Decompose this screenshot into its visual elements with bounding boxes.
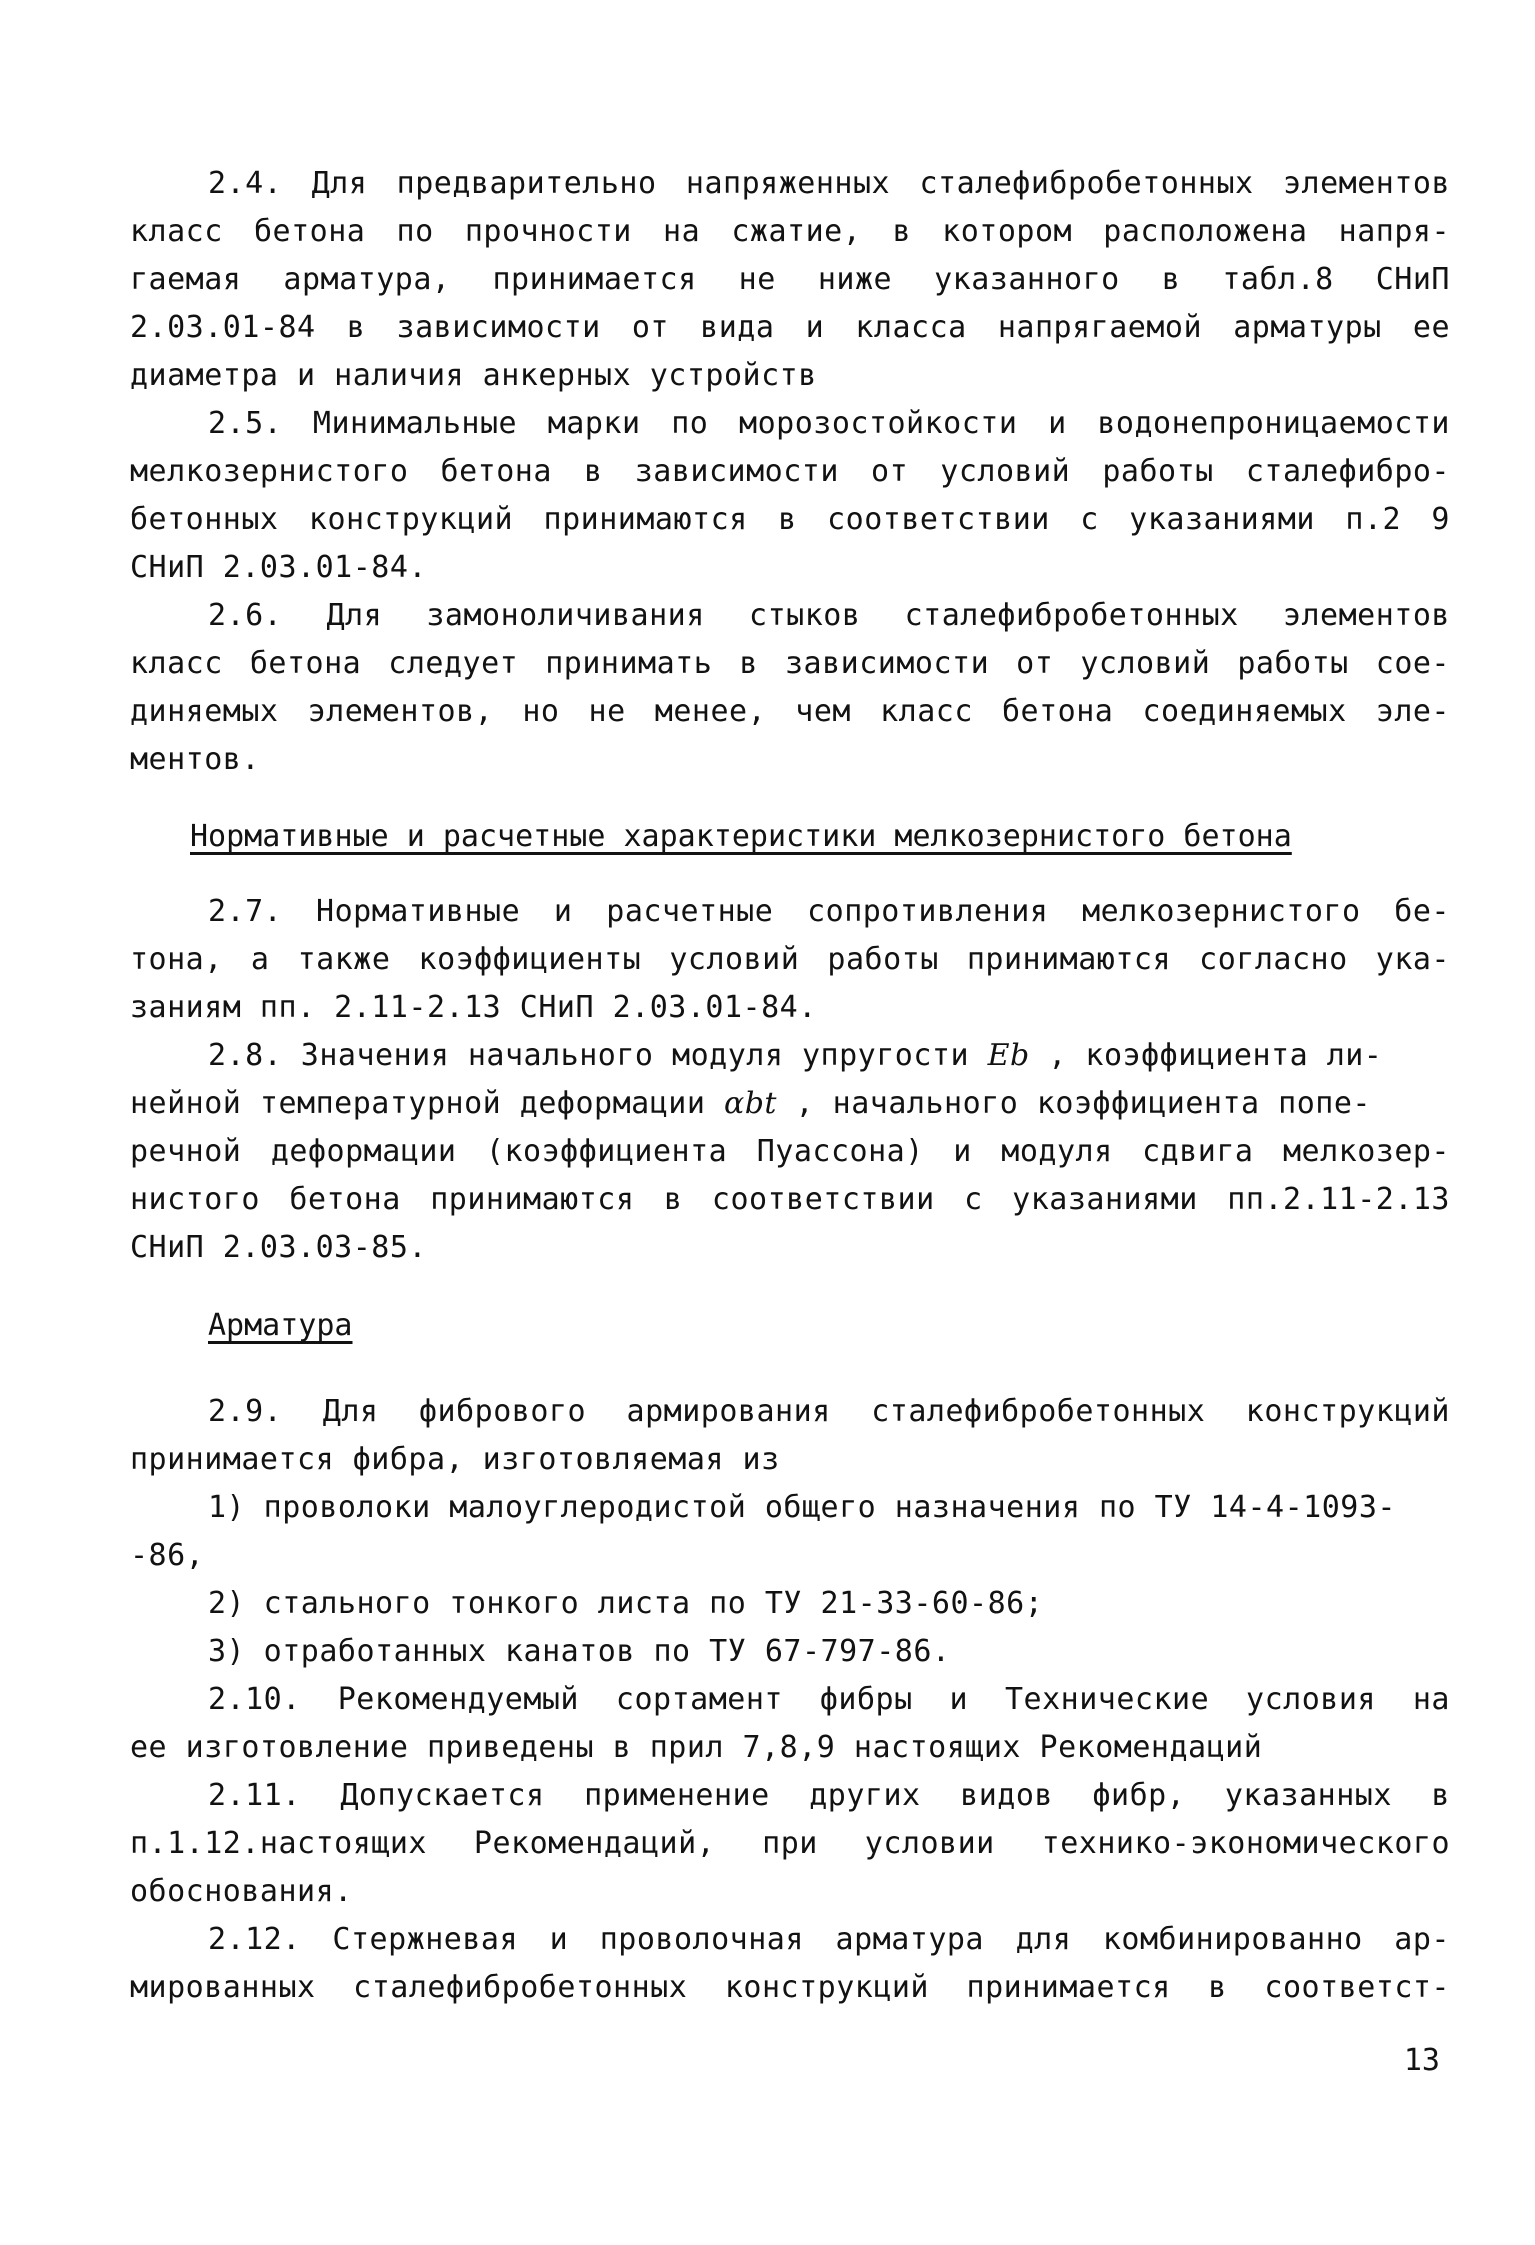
text-line: речной деформации (коэффициента Пуассона) и модуля сдвига мелкозер- <box>130 1134 1450 1169</box>
text-fragment: 2.8. Значения начального модуля упругости <box>208 1038 988 1073</box>
section-heading: Нормативные и расчетные характеристики мелкозернистого бетона <box>190 819 1292 854</box>
text-line: принимается фибра, изготовляемая из <box>130 1442 780 1477</box>
text-line <box>130 1085 1450 1123</box>
formula-symbol: Eb <box>987 1038 1030 1073</box>
text-line: обоснования. <box>130 1874 353 1909</box>
text-line: диняемых элементов, но не менее, чем класс бетона соединяемых эле- <box>130 694 1450 729</box>
text-line: 2) стального тонкого листа по ТУ 21-33-60-86; <box>208 1586 1044 1621</box>
text-line: диаметра и наличия анкерных устройств <box>130 358 817 393</box>
text-line: тона, а также коэффициенты условий работы принимаются согласно ука- <box>130 942 1450 977</box>
text-fragment: нейной температурной деформации <box>130 1086 724 1121</box>
page-number: 13 <box>1403 2043 1440 2078</box>
text-line: мелкозернистого бетона в зависимости от условий работы сталефибро- <box>130 454 1450 489</box>
text-line: класс бетона следует принимать в зависимости от условий работы сое- <box>130 646 1450 681</box>
text-line: ментов. <box>130 742 260 777</box>
text-fragment: , коэффициента ли- <box>1029 1038 1383 1073</box>
text-line: 3) отработанных канатов по ТУ 67-797-86. <box>208 1634 951 1669</box>
text-line: 2.11. Допускается применение других видов фибр, указанных в <box>208 1778 1450 1813</box>
text-line: заниям пп. 2.11-2.13 СНиП 2.03.01-84. <box>130 990 817 1025</box>
text-line: 2.7. Нормативные и расчетные сопротивления мелкозернистого бе- <box>208 894 1450 929</box>
text-fragment: , начального коэффициента попе- <box>777 1086 1371 1121</box>
text-line: -86, <box>130 1538 205 1573</box>
section-heading: Арматура <box>208 1308 353 1343</box>
text-line: бетонных конструкций принимаются в соответствии с указаниями п.2 9 <box>130 502 1450 537</box>
text-line: 2.03.01-84 в зависимости от вида и класса напрягаемой арматуры ее <box>130 310 1450 345</box>
formula-symbol: αbt <box>723 1086 777 1121</box>
text-line: 2.4. Для предварительно напряженных сталефибробетонных элементов <box>208 166 1450 201</box>
text-line: ее изготовление приведены в прил 7,8,9 настоящих Рекомендаций <box>130 1730 1263 1765</box>
text-line: 1) проволоки малоуглеродистой общего назначения по ТУ 14-4-1093- <box>208 1490 1396 1525</box>
text-line: 2.10. Рекомендуемый сортамент фибры и Технические условия на <box>208 1682 1450 1717</box>
text-line: СНиП 2.03.01-84. <box>130 550 427 585</box>
text-line: 2.9. Для фибрового армирования сталефибробетонных конструкций <box>208 1394 1450 1429</box>
text-line: гаемая арматура, принимается не ниже указанного в табл.8 СНиП <box>130 262 1450 297</box>
text-line <box>208 1037 1528 1075</box>
text-line: СНиП 2.03.03-85. <box>130 1230 427 1265</box>
text-line: класс бетона по прочности на сжатие, в котором расположена напря- <box>130 214 1450 249</box>
text-line: п.1.12.настоящих Рекомендаций, при условии технико-экономического <box>130 1826 1450 1861</box>
text-line: нистого бетона принимаются в соответствии с указаниями пп.2.11-2.13 <box>130 1182 1450 1217</box>
text-line: мированных сталефибробетонных конструкций принимается в соответст- <box>130 1970 1450 2005</box>
text-line: 2.12. Стержневая и проволочная арматура для комбинированно ар- <box>208 1922 1450 1957</box>
text-line: 2.5. Минимальные марки по морозостойкости и водонепроницаемости <box>208 406 1450 441</box>
text-line: 2.6. Для замоноличивания стыков сталефибробетонных элементов <box>208 598 1450 633</box>
